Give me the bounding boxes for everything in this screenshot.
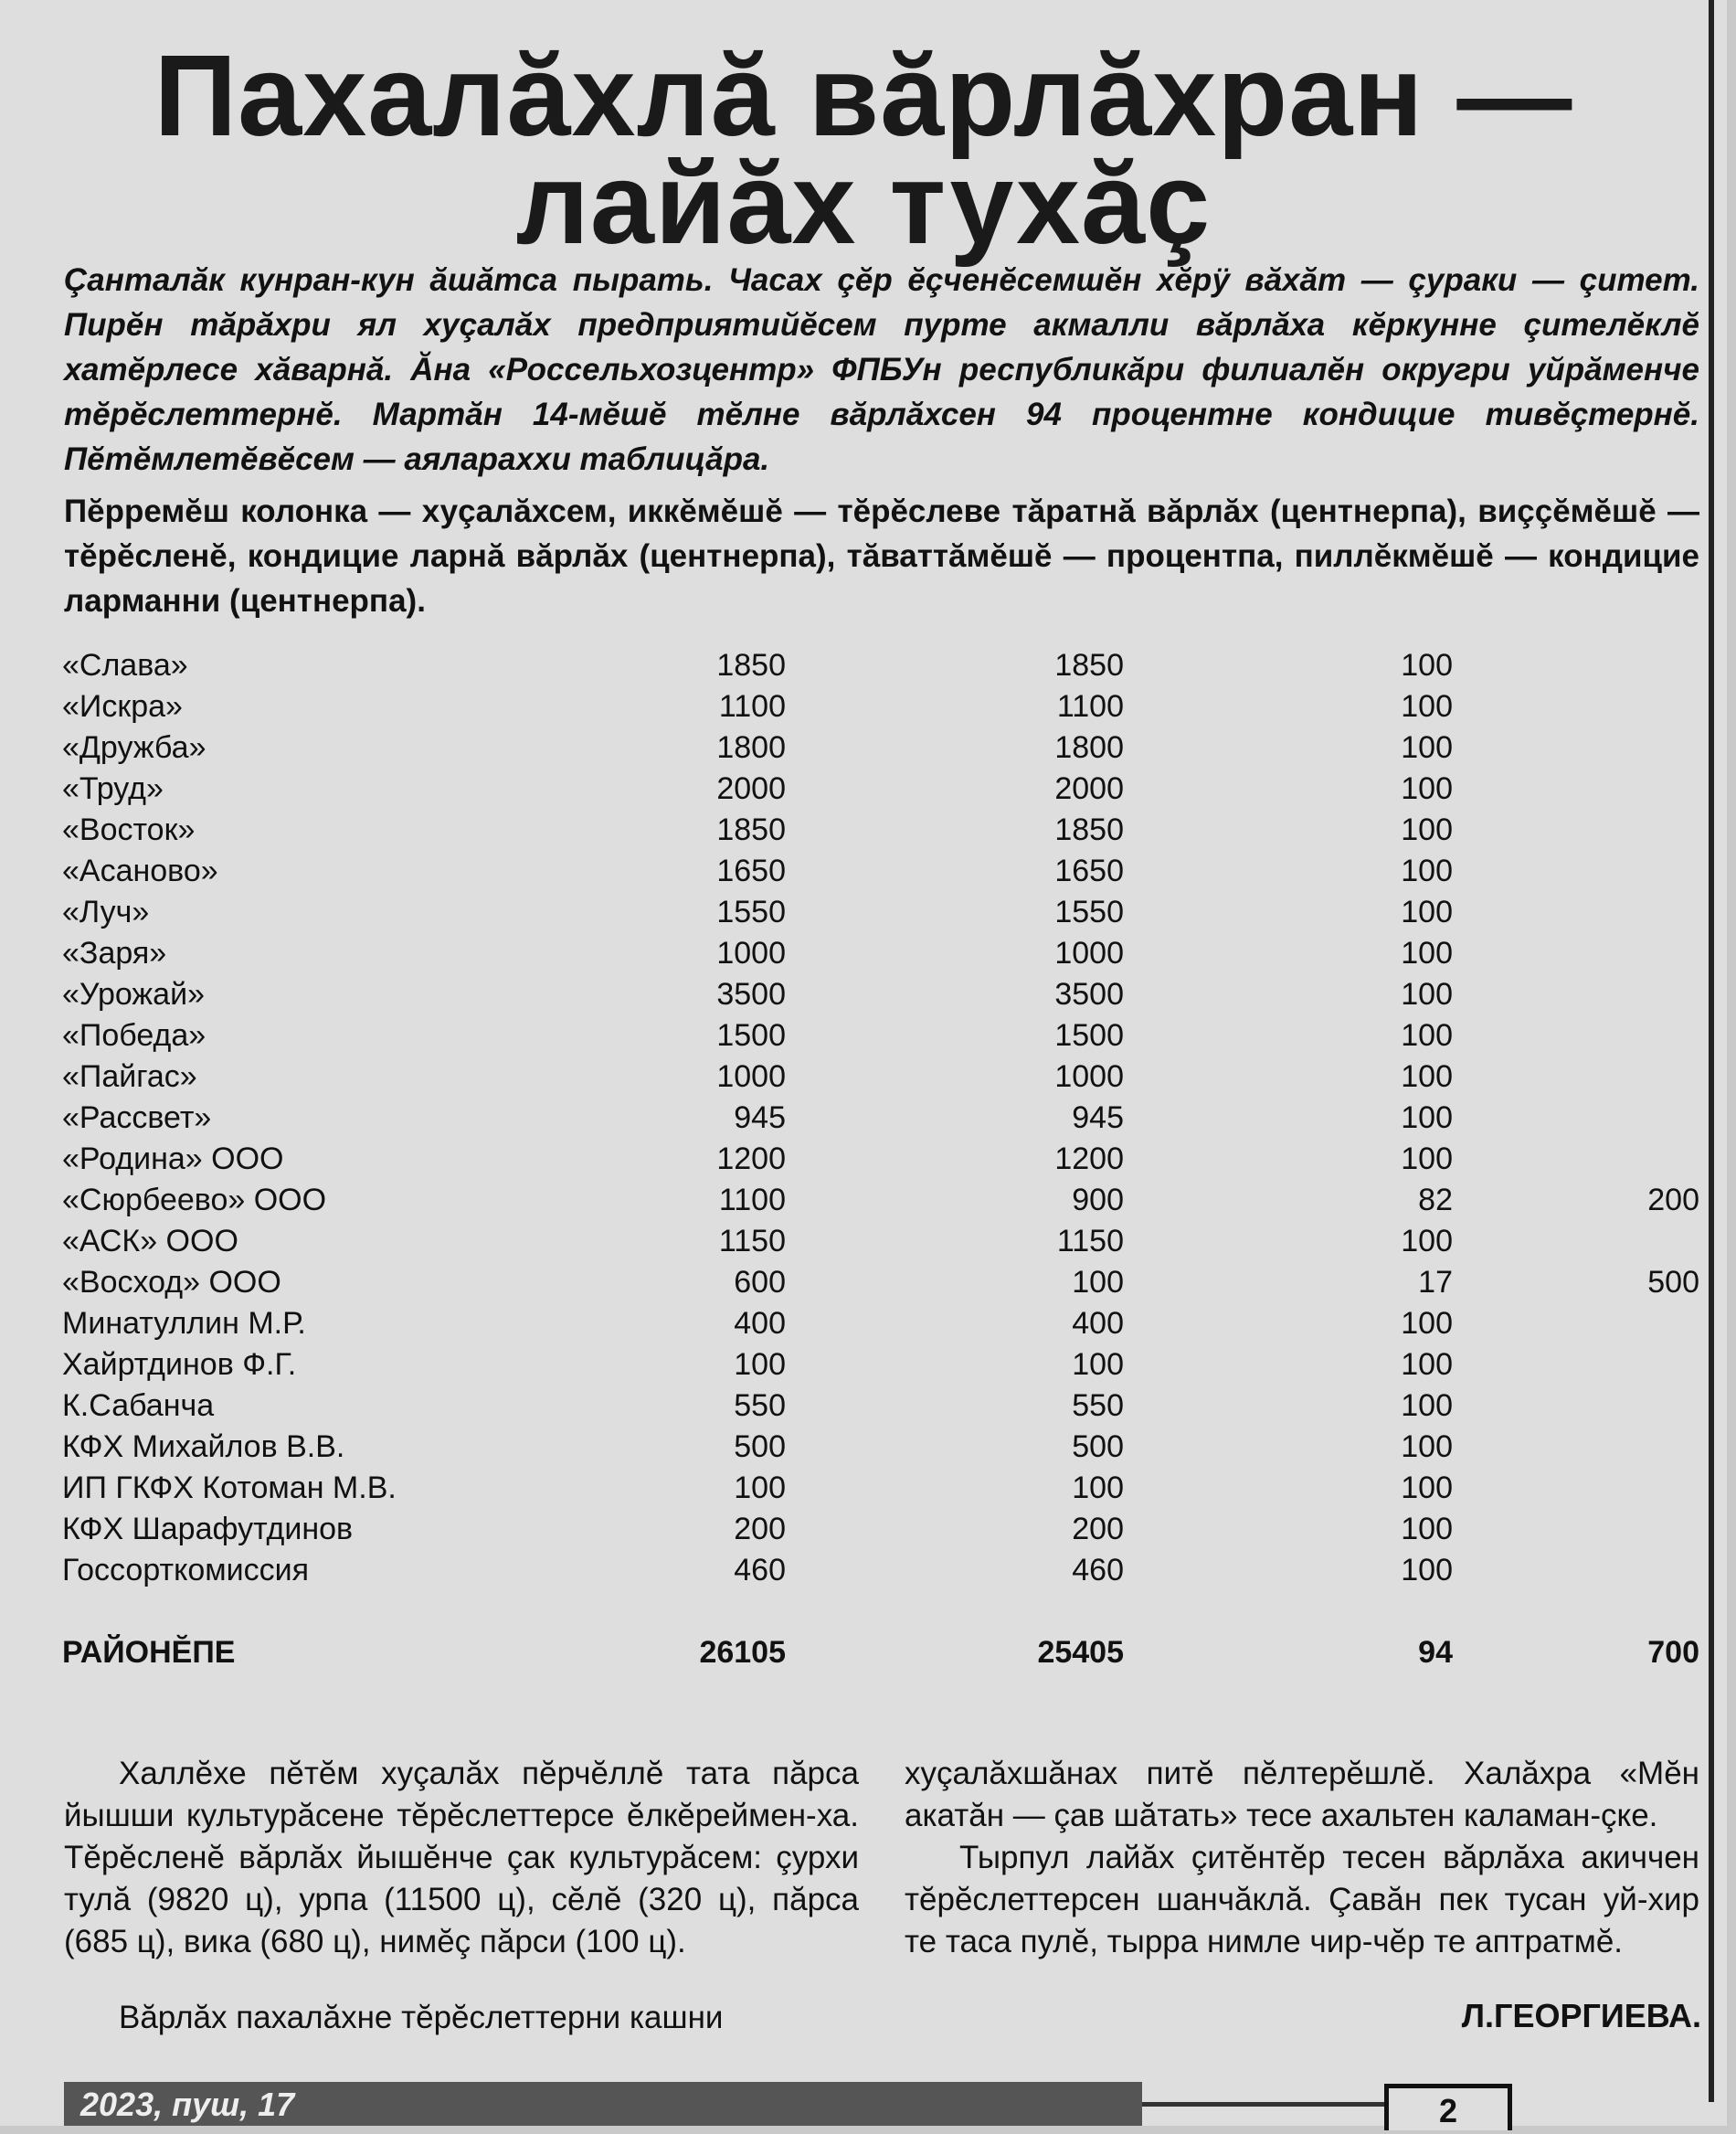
cell-name: КФХ Михайлов В.В. [62, 1429, 345, 1464]
total-percent: 94 [1418, 1635, 1453, 1670]
cell-percent: 100 [1401, 1388, 1453, 1423]
footer-bar [64, 2082, 1142, 2126]
cell-name: «Луч» [62, 895, 150, 929]
cell-name: «Искра» [62, 689, 183, 724]
cell-percent: 100 [1401, 1429, 1453, 1464]
cell-percent: 100 [1401, 1018, 1453, 1053]
headline-line-1: Пахалăхлă вăрлăхран — [153, 31, 1573, 160]
cell-name: «Пайгас» [62, 1059, 197, 1094]
cell-submitted: 3500 [716, 977, 786, 1012]
issue-date: 2023, пуш, 17 [80, 2086, 295, 2123]
cell-submitted: 550 [734, 1388, 786, 1423]
cell-submitted: 500 [734, 1429, 786, 1464]
cell-conditioned: 400 [1072, 1306, 1124, 1341]
cell-conditioned: 900 [1072, 1183, 1124, 1217]
cell-conditioned: 1200 [1054, 1141, 1124, 1176]
cell-submitted: 2000 [716, 771, 786, 806]
cell-percent: 100 [1401, 1553, 1453, 1587]
cell-conditioned: 3500 [1054, 977, 1124, 1012]
cell-submitted: 1000 [716, 1059, 786, 1094]
cell-name: «Урожай» [62, 977, 205, 1012]
cell-conditioned: 1000 [1054, 936, 1124, 971]
cell-conditioned: 1650 [1054, 854, 1124, 888]
cell-name: «Родина» ООО [62, 1141, 284, 1176]
cell-percent: 100 [1401, 854, 1453, 888]
cell-submitted: 600 [734, 1265, 786, 1300]
cell-submitted: 1850 [716, 648, 786, 683]
cell-percent: 100 [1401, 1512, 1453, 1546]
cell-substandard: 200 [1647, 1183, 1699, 1217]
cell-submitted: 200 [734, 1512, 786, 1546]
cell-percent: 100 [1401, 1224, 1453, 1258]
headline-line-2: лайăх тухăç [515, 139, 1212, 268]
cell-substandard: 500 [1647, 1265, 1699, 1300]
cell-percent: 100 [1401, 977, 1453, 1012]
total-submitted: 26105 [699, 1635, 786, 1670]
cell-name: «Дружба» [62, 730, 206, 765]
cell-percent: 17 [1418, 1265, 1453, 1300]
footer-line [1142, 2102, 1384, 2107]
cell-submitted: 400 [734, 1306, 786, 1341]
cell-percent: 100 [1401, 1470, 1453, 1505]
cell-submitted: 1100 [718, 1183, 786, 1217]
cell-submitted: 1100 [718, 689, 786, 724]
cell-conditioned: 1100 [1056, 689, 1124, 724]
cell-conditioned: 1800 [1054, 730, 1124, 765]
cell-submitted: 100 [734, 1347, 786, 1382]
cell-submitted: 1800 [716, 730, 786, 765]
cell-name: «Восток» [62, 812, 196, 847]
cell-conditioned: 100 [1072, 1265, 1124, 1300]
cell-conditioned: 200 [1072, 1512, 1124, 1546]
cell-conditioned: 1550 [1054, 895, 1124, 929]
cell-conditioned: 1000 [1054, 1059, 1124, 1094]
cell-percent: 100 [1401, 648, 1453, 683]
cell-name: «Асаново» [62, 854, 218, 888]
cell-percent: 82 [1418, 1183, 1453, 1217]
cell-name: «Победа» [62, 1018, 206, 1053]
cell-percent: 100 [1401, 771, 1453, 806]
body-left-paragraph-1: Халлĕхе пĕтĕм хуçалăх пĕрчĕллĕ тата пăрса йышши культурăсене тĕрĕслеттерсе ĕлкĕреймен-ха. Тĕрĕсленĕ вăрлăх йышĕнче çак культурăсем: çурхи тулă (9820 ц), урпа (11500 ц), сĕлĕ (320 ц), пăрса (685 ц), вика (680 ц), нимĕç пăрси (100 ц). [64, 1756, 859, 1959]
cell-conditioned: 1500 [1054, 1018, 1124, 1053]
cell-conditioned: 1850 [1054, 812, 1124, 847]
cell-name: Госсорткомиссия [62, 1553, 310, 1587]
cell-submitted: 945 [734, 1100, 786, 1135]
cell-submitted: 1000 [716, 936, 786, 971]
cell-name: Минатуллин М.Р. [62, 1306, 306, 1341]
cell-conditioned: 945 [1072, 1100, 1124, 1135]
body-right-paragraph-2: Тырпул лайăх çитĕнтĕр тесен вăрлăха акиччен тĕрĕслеттерсен шанчăклă. Çавăн пек тусан уй-хир те таса пулĕ, тырра нимле чир-чĕр те аптратмĕ. [905, 1840, 1699, 1959]
cell-percent: 100 [1401, 689, 1453, 724]
cell-name: ИП ГКФХ Котоман М.В. [62, 1470, 397, 1505]
cell-name: К.Сабанча [62, 1388, 215, 1423]
cell-name: «Сюрбеево» ООО [62, 1183, 327, 1217]
cell-submitted: 1150 [718, 1224, 786, 1258]
cell-name: КФХ Шарафутдинов [62, 1512, 354, 1546]
cell-conditioned: 100 [1072, 1347, 1124, 1382]
cell-percent: 100 [1401, 812, 1453, 847]
cell-name: «Восход» ООО [62, 1265, 281, 1300]
cell-percent: 100 [1401, 1059, 1453, 1094]
cell-name: «Рассвет» [62, 1100, 212, 1135]
cell-percent: 100 [1401, 730, 1453, 765]
cell-submitted: 1650 [716, 854, 786, 888]
cell-percent: 100 [1401, 1100, 1453, 1135]
cell-submitted: 1550 [716, 895, 786, 929]
cell-conditioned: 550 [1072, 1388, 1124, 1423]
cell-conditioned: 460 [1072, 1553, 1124, 1587]
cell-percent: 100 [1401, 936, 1453, 971]
cell-percent: 100 [1401, 1141, 1453, 1176]
cell-name: «Труд» [62, 771, 164, 806]
cell-name: «Слава» [62, 648, 188, 683]
cell-conditioned: 2000 [1054, 771, 1124, 806]
cell-conditioned: 1850 [1054, 648, 1124, 683]
total-substandard: 700 [1647, 1635, 1699, 1670]
cell-conditioned: 500 [1072, 1429, 1124, 1464]
body-left-paragraph-2: Вăрлăх пахалăхне тĕрĕслеттерни кашни [119, 2000, 724, 2035]
cell-conditioned: 100 [1072, 1470, 1124, 1505]
cell-submitted: 100 [734, 1470, 786, 1505]
cell-conditioned: 1150 [1056, 1224, 1124, 1258]
body-right-paragraph-1: хуçалăхшăнах питĕ пĕлтерĕшлĕ. Халăхра «Мĕн акатăн — çав шăтать» тесе ахальтен каламан-çке. [905, 1756, 1699, 1833]
cell-percent: 100 [1401, 1306, 1453, 1341]
total-conditioned: 25405 [1037, 1635, 1124, 1670]
author-signature: Л.ГЕОРГИЕВА. [1461, 1997, 1701, 2034]
cell-submitted: 1200 [716, 1141, 786, 1176]
cell-submitted: 460 [734, 1553, 786, 1587]
table-intro: Пĕрремĕш колонка — хуçалăхсем, иккĕмĕшĕ — тĕрĕслеве тăратнă вăрлăх (центнерпа), виççĕмĕшĕ — тĕрĕсленĕ, кондицие ларнă вăрлăх (центнерпа), тăваттăмĕшĕ — процентпа, пиллĕкмĕшĕ — кондицие ларманни (центнерпа). [64, 494, 1699, 619]
cell-percent: 100 [1401, 895, 1453, 929]
cell-name: «АСК» ООО [62, 1224, 238, 1258]
cell-percent: 100 [1401, 1347, 1453, 1382]
page-number: 2 [1384, 2084, 1512, 2130]
cell-name: Хайртдинов Ф.Г. [62, 1347, 297, 1382]
lead-paragraph: Çанталăк кунран-кун ăшăтса пырать. Часах çĕр ĕçченĕсемшĕн хĕрÿ вăхăт — çураки — çитет. Пирĕн тăрăхри ял хуçалăх предприятийĕсем пурте акмалли вăрлăха кĕркунне çителĕклĕ хатĕрлесе хăварнă. Ăна «Россельхозцентр» ФПБУн республикăри филиалĕн округри уйрăменче тĕрĕслеттернĕ. Мартăн 14-мĕшĕ тĕлне вăрлăхсен 94 процентне кондицие тивĕçтернĕ. Пĕтĕмлетĕвĕсем — аялараххи таблицăра. [64, 262, 1699, 477]
total-name: РАЙОНĔПЕ [62, 1635, 236, 1670]
cell-name: «Заря» [62, 936, 167, 971]
cell-submitted: 1500 [716, 1018, 786, 1053]
column-rule [1709, 0, 1714, 2102]
cell-submitted: 1850 [716, 812, 786, 847]
